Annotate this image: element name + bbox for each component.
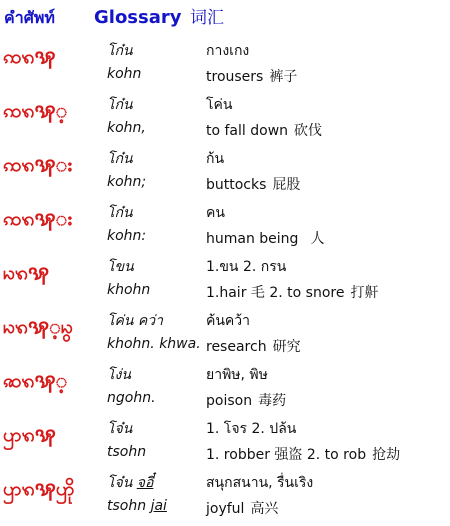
entry-meaning-en-zh [206,120,322,140]
glossary-entry [0,256,450,310]
entry-meaning-zh: 高兴 [250,501,279,517]
entry-meaning-en-zh [206,498,278,518]
entry-romanization-part2: jai [150,498,167,514]
entry-thai-romanization: โก๋น [107,97,133,113]
glossary-entry [0,310,450,364]
entry-thai-romanization: โก๋น [107,151,133,167]
entry-meaning-en-zh [206,66,297,86]
entry-meaning-en: 1. robber 强盗 2. to rob [206,447,367,463]
glossary-entry [0,40,450,94]
entry-meaning-thai: คน [206,205,225,221]
entry-romanization: kohn; [107,174,147,190]
entry-meaning-thai: ค้นคว้า [206,313,251,329]
entry-meaning-zh: 人 [310,231,325,247]
entry-meaning-en: human being [206,231,299,247]
entry-word: ꩡꩫꩂး [3,154,73,176]
entry-word: ꩥꩫꩂ [3,424,56,446]
glossary-header [4,3,224,27]
entry-meaning-en-zh [206,282,378,302]
entry-thai-romanization: โก๋น [107,205,133,221]
entry-meaning-thai: ก้น [206,151,225,167]
entry-meaning-zh: 打鼾 [350,285,379,301]
entry-word: ꩡꩫꩂး [3,208,73,230]
entry-meaning-thai: สนุกสนาน, รื่นเริง [206,475,314,491]
entry-word: ꩡꩫꩂ့ [3,100,68,122]
glossary-entry [0,94,450,148]
entry-meaning-en-zh [206,336,301,356]
entry-thai-romanization-part1: โจ๋น [107,475,133,491]
entry-thai-romanization [107,472,153,494]
entry-meaning-thai: กางเกง [206,43,250,59]
entry-meaning-thai: 1. โจร 2. ปล้น [206,421,297,437]
entry-meaning-zh: 抢劫 [372,447,401,463]
entry-romanization: khohn [107,282,151,298]
entry-meaning-en-zh [206,228,324,248]
glossary-entry [0,472,450,526]
entry-meaning-en: to fall down [206,123,289,139]
entry-word: ꩡꩫꩂ [3,46,56,68]
entry-thai-romanization: โขน [107,259,134,275]
entry-word: ꩥꩫꩂꩥို [3,478,75,500]
entry-meaning-zh: 研究 [272,339,301,355]
entry-word: ꩢꩫꩂ [3,262,50,284]
entry-romanization-part1: tsohn [107,498,147,514]
entry-thai-romanization-part2: จอี๋ [136,475,154,491]
glossary-entry [0,418,450,472]
entry-meaning-thai: โค่น [206,97,233,113]
entry-meaning-en-zh [206,174,300,194]
entry-romanization: kohn [107,66,142,82]
entry-meaning-en: trousers [206,69,264,85]
entry-meaning-zh: 裤子 [269,69,298,85]
entry-word: ꩣꩫꩂ့ [3,370,68,392]
entry-meaning-zh: 毒药 [258,393,287,409]
entry-meaning-thai: 1.ขน 2. กรน [206,259,287,275]
entry-thai-romanization: โจ๋น [107,421,133,437]
glossary-entry [0,202,450,256]
entry-meaning-en: 1.hair 毛 2. to snore [206,285,345,301]
entry-meaning-thai: ยาพิษ, พิษ [206,367,268,383]
entry-meaning-en-zh [206,444,400,464]
entry-thai-romanization: โก๋น [107,43,133,59]
entry-meaning-en: joyful [206,501,245,517]
entry-romanization: tsohn [107,444,147,460]
header-thai: คำศัพท์ [4,8,55,27]
header-english: Glossary [94,7,182,28]
header-chinese: 词汇 [190,8,224,28]
entry-romanization [107,498,167,514]
glossary-entry [0,364,450,418]
entry-meaning-en: poison [206,393,253,409]
entry-meaning-en-zh [206,390,286,410]
entry-thai-romanization: โง่น [107,367,131,383]
entry-meaning-en: buttocks [206,177,267,193]
entry-meaning-en: research [206,339,267,355]
entry-thai-romanization: โค่น คว่า [107,313,163,329]
glossary-entries [0,40,450,526]
entry-meaning-zh: 屁股 [272,177,301,193]
entry-romanization: khohn. khwa. [107,336,201,352]
entry-romanization: kohn, [107,120,146,136]
entry-word: ꩢꩫꩂ့ꩢွ [3,316,73,338]
glossary-entry [0,148,450,202]
entry-romanization: ngohn. [107,390,156,406]
entry-romanization: kohn: [107,228,147,244]
entry-meaning-zh: 砍伐 [294,123,323,139]
